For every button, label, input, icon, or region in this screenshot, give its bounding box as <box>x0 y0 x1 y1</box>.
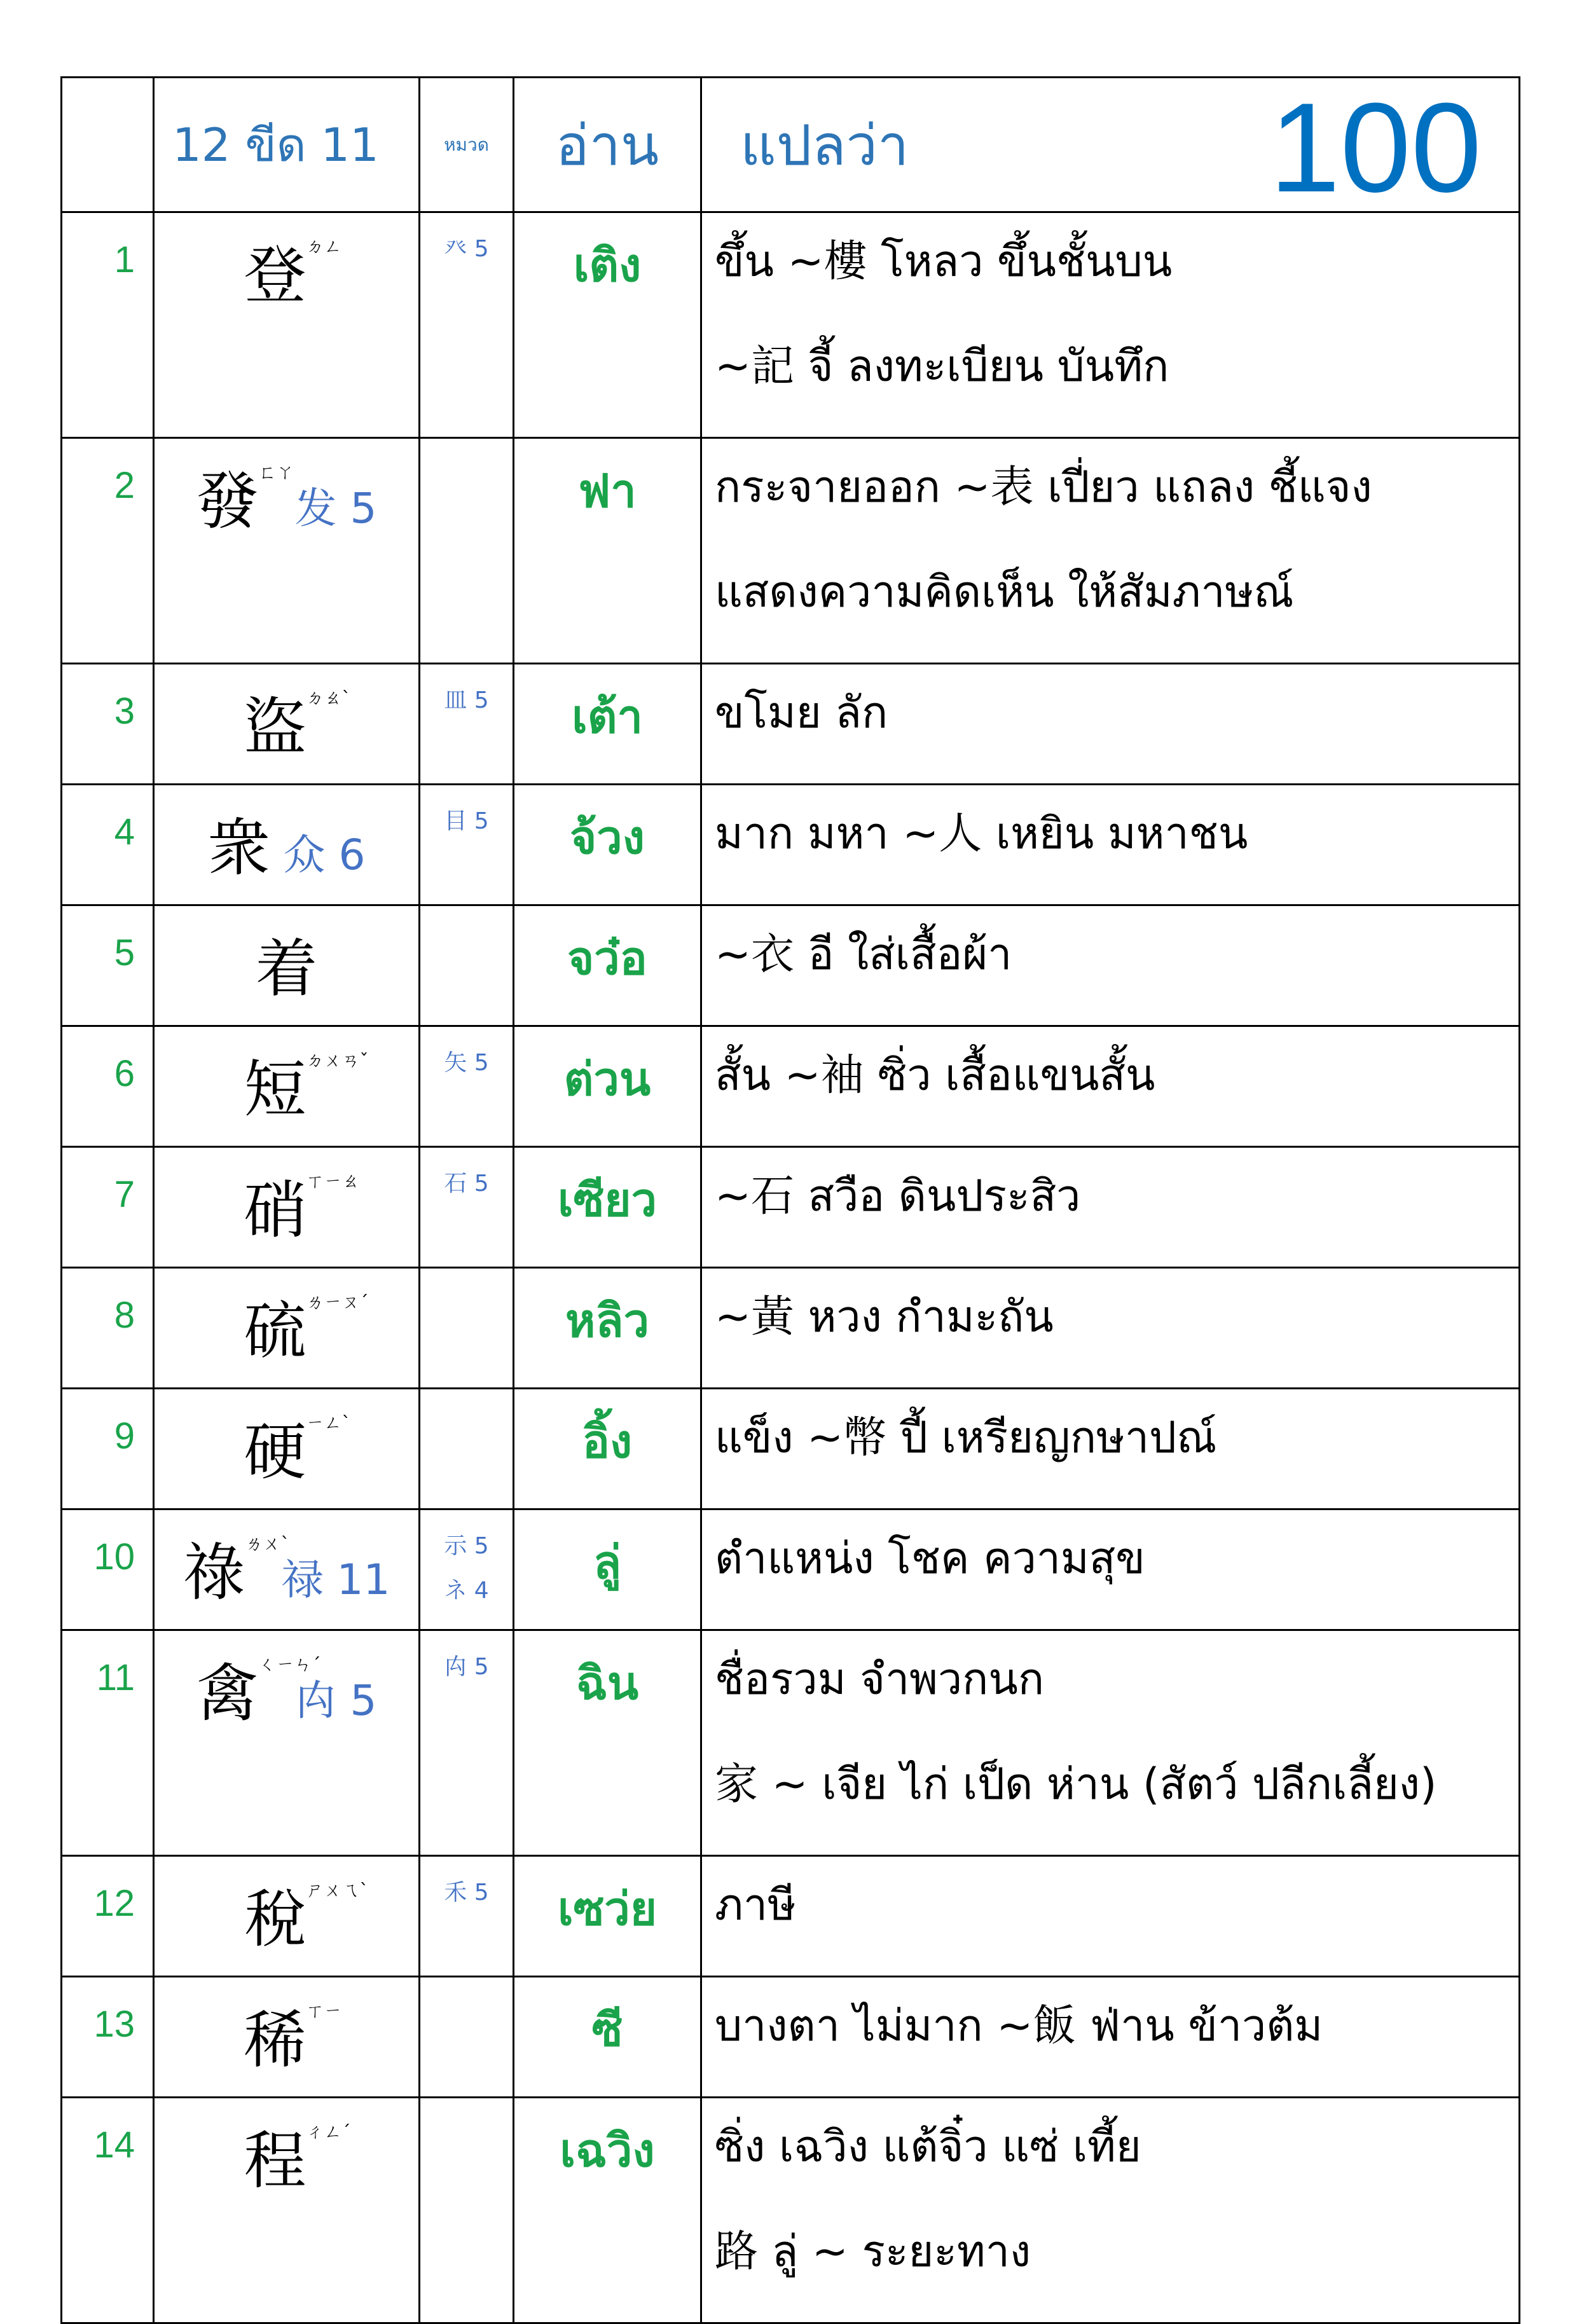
meaning-label: แปลว่า <box>740 112 909 178</box>
radical-cell <box>420 785 514 905</box>
radical-text: 禸 5 <box>444 1654 489 1680</box>
radical-cell <box>420 1389 514 1509</box>
meaning-cell <box>701 1389 1520 1509</box>
bopomofo-annotation: ㄉㄨㄢˇ <box>306 1050 369 1071</box>
radical-cell <box>420 1026 514 1147</box>
thai-reading: จ้วง <box>514 785 701 905</box>
thai-reading: ซี <box>514 1977 701 2098</box>
radical-cell <box>420 1147 514 1268</box>
meaning-line: ชื่อรวม จำพวกนก <box>715 1654 1045 1705</box>
row-number: 13 <box>62 1977 154 2098</box>
traditional-character: 發 <box>196 465 259 538</box>
meaning-line: สั้น ~袖 ซิ่ว เสื้อแขนสั้น <box>715 1050 1155 1101</box>
table-row <box>62 1856 1520 1977</box>
table-row <box>62 1977 1520 2098</box>
meaning-line: ขึ้น ~樓 โหลว ขึ้นชั้นบน <box>715 237 1173 287</box>
bopomofo-annotation: ㄈㄚ <box>258 462 294 483</box>
table-row <box>62 905 1520 1026</box>
meaning-cell <box>701 785 1520 905</box>
table-row <box>62 438 1520 664</box>
traditional-character: 衆 <box>207 812 270 884</box>
thai-reading: ต่วน <box>514 1026 701 1147</box>
vocabulary-table <box>60 76 1520 2324</box>
meaning-cell <box>701 1268 1520 1389</box>
meaning-cell <box>701 1147 1520 1268</box>
table-row <box>62 1389 1520 1509</box>
character-cell <box>154 1630 420 1856</box>
character-cell <box>154 1856 420 1977</box>
meaning-cell <box>701 2098 1520 2323</box>
traditional-character: 硫 <box>244 1295 306 1368</box>
meaning-line: ~黃 หวง กำมะถัน <box>715 1292 1054 1342</box>
row-number: 1 <box>62 212 154 438</box>
character-cell <box>154 1977 420 2098</box>
row-number: 3 <box>62 664 154 785</box>
character-cell <box>154 2098 420 2323</box>
thai-reading: เต้า <box>514 664 701 785</box>
radical-cell <box>420 212 514 438</box>
header-number-cell <box>62 78 154 212</box>
table-row <box>62 1026 1520 1147</box>
radical-cell <box>420 2098 514 2323</box>
thai-reading: ลู่ <box>514 1509 701 1630</box>
thai-reading: เซียว <box>514 1147 701 1268</box>
header-radical-cell <box>420 78 514 212</box>
thai-reading: เติง <box>514 212 701 438</box>
thai-reading: ฟา <box>514 438 701 664</box>
character-cell <box>154 1268 420 1389</box>
bopomofo-annotation: ㄔㄥˊ <box>306 2121 351 2142</box>
traditional-character: 程 <box>244 2125 306 2197</box>
radical-cell <box>420 1856 514 1977</box>
table-row <box>62 1268 1520 1389</box>
thai-reading: เซว่ย <box>514 1856 701 1977</box>
row-number: 6 <box>62 1026 154 1147</box>
meaning-line: ซิ่ง เฉวิง แต้จิ๋ว แซ่ เที้ย <box>715 2122 1141 2172</box>
simplified-character: 发 5 <box>281 484 377 533</box>
radical-text: 皿 5 <box>444 687 489 713</box>
meaning-line: มาก มหา ~人 เหยิน มหาชน <box>715 809 1248 859</box>
radical-cell <box>420 1977 514 2098</box>
character-cell <box>154 664 420 785</box>
bopomofo-annotation: ㄉㄠˋ <box>306 687 351 708</box>
traditional-character: 登 <box>244 240 306 312</box>
bopomofo-annotation: ㄒㄧ <box>306 2000 342 2021</box>
meaning-line: ~記 จี้ ลงทะเบียน บันทึก <box>715 341 1169 392</box>
table-row <box>62 212 1520 438</box>
table-row <box>62 2098 1520 2323</box>
thai-reading: ฉิน <box>514 1630 701 1856</box>
row-number: 9 <box>62 1389 154 1509</box>
header-reading-cell <box>514 78 701 212</box>
radical-text: ネ 4 <box>444 1578 489 1604</box>
bopomofo-annotation: ㄌㄨˋ <box>245 1533 290 1554</box>
row-number: 14 <box>62 2098 154 2323</box>
meaning-line: 家 ~ เจีย ไก่ เป็ด ห่าน (สัตว์ ปลีกเลี้ยง) <box>715 1759 1437 1810</box>
radical-cell <box>420 438 514 664</box>
character-cell <box>154 438 420 664</box>
traditional-character: 祿 <box>182 1537 245 1609</box>
meaning-cell <box>701 1630 1520 1856</box>
meaning-cell <box>701 438 1520 664</box>
radical-cell <box>420 664 514 785</box>
meaning-cell <box>701 1977 1520 2098</box>
meaning-line: บางตา ไม่มาก ~飯 ฟ่าน ข้าวต้ม <box>715 2001 1323 2051</box>
table-row <box>62 1147 1520 1268</box>
thai-reading: อิ้ง <box>514 1389 701 1509</box>
meaning-line: ตำแหน่ง โชค ความสุข <box>715 1534 1145 1584</box>
strokes-label: 12 ขีด 11 <box>172 118 379 172</box>
simplified-character: 禸 5 <box>281 1676 377 1725</box>
row-number: 10 <box>62 1509 154 1630</box>
meaning-cell <box>701 1026 1520 1147</box>
bopomofo-annotation: ㄕㄨㄟˋ <box>306 1880 369 1901</box>
meaning-line: ~衣 อี ใส่เสื้อผ้า <box>715 930 1012 980</box>
meaning-line: กระจายออก ~表 เปี่ยว แถลง ชี้แจง <box>715 462 1372 512</box>
row-number: 8 <box>62 1268 154 1389</box>
character-cell <box>154 1026 420 1147</box>
character-cell <box>154 1509 420 1630</box>
bopomofo-annotation: ㄉㄥ <box>306 236 342 257</box>
traditional-character: 硝 <box>244 1174 306 1247</box>
character-cell <box>154 1147 420 1268</box>
traditional-character: 盜 <box>244 691 306 764</box>
page-number: 100 <box>1269 77 1482 219</box>
meaning-cell <box>701 664 1520 785</box>
traditional-character: 稀 <box>244 2004 306 2077</box>
traditional-character: 着 <box>255 933 318 1005</box>
radical-text: 目 5 <box>444 808 489 834</box>
row-number: 4 <box>62 785 154 905</box>
meaning-line: ~石 สวือ ดินประสิว <box>715 1171 1081 1221</box>
row-number: 2 <box>62 438 154 664</box>
table-row <box>62 1630 1520 1856</box>
header-meaning-cell <box>701 77 1520 219</box>
meaning-line: ภาษี <box>715 1880 796 1930</box>
radical-text: 癶 5 <box>444 236 489 262</box>
character-cell <box>154 212 420 438</box>
traditional-character: 硬 <box>244 1416 306 1489</box>
radical-cell <box>420 905 514 1026</box>
table-row <box>62 785 1520 905</box>
row-number: 7 <box>62 1147 154 1268</box>
thai-reading: หลิว <box>514 1268 701 1389</box>
radical-text: 矢 5 <box>444 1050 489 1076</box>
traditional-character: 禽 <box>196 1658 259 1730</box>
meaning-line: ขโมย ลัก <box>715 688 888 738</box>
header-strokes-cell <box>154 78 420 212</box>
thai-reading: เฉวิง <box>514 2098 701 2323</box>
radical-cell <box>420 1509 514 1630</box>
simplified-character: 禄 11 <box>268 1555 390 1604</box>
meaning-cell <box>701 905 1520 1026</box>
header-row <box>62 78 1520 212</box>
bopomofo-annotation: ㄑㄧㄣˊ <box>258 1654 321 1675</box>
meaning-cell <box>701 1856 1520 1977</box>
meaning-line: แข็ง ~幣 ปี้ เหรียญกษาปณ์ <box>715 1413 1217 1463</box>
meaning-line: แสดงความคิดเห็น ให้สัมภาษณ์ <box>715 567 1294 617</box>
meaning-line: 路 ลู่ ~ ระยะทาง <box>715 2227 1031 2277</box>
row-number: 11 <box>62 1630 154 1856</box>
table-row <box>62 664 1520 785</box>
meaning-cell <box>701 212 1520 438</box>
row-number: 12 <box>62 1856 154 1977</box>
bopomofo-annotation: ㄒㄧㄠ <box>306 1171 360 1192</box>
radical-text: 石 5 <box>444 1171 489 1197</box>
reading-label: อ่าน <box>555 112 659 178</box>
radical-label: หมวด <box>444 134 489 155</box>
character-cell <box>154 905 420 1026</box>
character-cell <box>154 1389 420 1509</box>
simplified-character: 众 6 <box>270 830 366 879</box>
radical-text: 禾 5 <box>444 1880 489 1906</box>
row-number: 5 <box>62 905 154 1026</box>
radical-cell <box>420 1630 514 1856</box>
radical-cell <box>420 1268 514 1389</box>
table-row <box>62 1509 1520 1630</box>
thai-reading: จว๋อ <box>514 905 701 1026</box>
bopomofo-annotation: ㄧㄥˋ <box>306 1412 351 1433</box>
traditional-character: 短 <box>244 1054 306 1126</box>
character-cell <box>154 785 420 905</box>
meaning-cell <box>701 1509 1520 1630</box>
radical-text: 示 5 <box>444 1533 489 1559</box>
bopomofo-annotation: ㄌㄧㄡˊ <box>306 1291 369 1312</box>
traditional-character: 稅 <box>244 1883 306 1956</box>
